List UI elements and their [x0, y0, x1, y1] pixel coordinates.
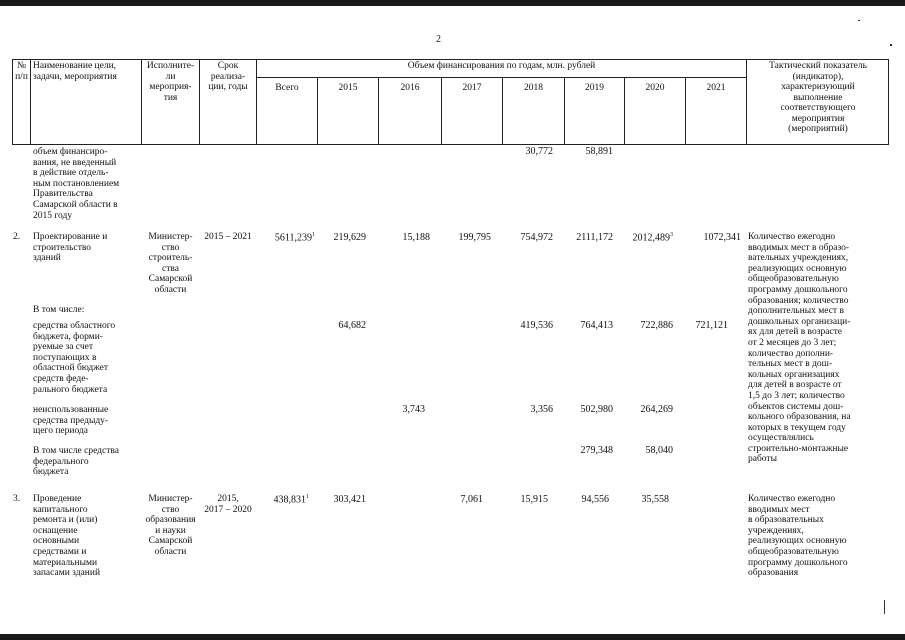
- cell-total: 438,831$^1$: [273, 494, 309, 506]
- row-term: 2015, 2017 – 2020: [204, 494, 252, 515]
- cell-2016: 3,743: [402, 404, 425, 415]
- row-name: Проведение капитального ремонта и (или) оснащение основными средствами и материальными запасами зданий: [33, 494, 101, 579]
- header-year-2019: 2019: [585, 83, 604, 93]
- cell-2020: 35,558: [641, 494, 669, 505]
- cell-2019: 502,980: [580, 404, 613, 415]
- row-divider: [256, 77, 746, 78]
- cell-2020: 58,040: [645, 445, 673, 456]
- cell-2017: 199,795: [458, 232, 491, 243]
- row-name: Проектирование и строительство зданий: [33, 232, 108, 264]
- col-divider: [256, 59, 257, 145]
- scan-speck: [884, 600, 885, 614]
- cell-2018: 15,915: [520, 494, 548, 505]
- row-number: 2.: [13, 232, 21, 242]
- header-total: Всего: [275, 83, 299, 93]
- cell-2021: 721,121: [695, 320, 728, 331]
- row-subheading: В том числе:: [33, 305, 85, 315]
- cell-2018: 30,772: [525, 146, 553, 157]
- cell-2015: 303,421: [333, 494, 366, 505]
- cell-2021: 1072,341: [703, 232, 741, 243]
- header-name: Наименование цели, задачи, мероприятия: [33, 61, 117, 82]
- cell-2019: 764,413: [580, 320, 613, 331]
- row-executor: Министер- ство образования и науки Самарской области: [145, 494, 196, 557]
- header-year-2017: 2017: [462, 83, 482, 93]
- scan-speck: [890, 44, 892, 46]
- cell-2015: 64,682: [338, 320, 366, 331]
- row-name: средства областного бюджета, форми- руемые за счет поступающих в областной бюджет средств феде- рального бюджета: [33, 321, 116, 395]
- cell-2020: 264,269: [640, 404, 673, 415]
- cell-2018: 754,972: [520, 232, 553, 243]
- header-indicator: Тактический показатель (индикатор), характеризующий выполнение соответствующего мероприятия (мероприятий): [769, 61, 867, 134]
- cell-2018: 419,536: [520, 320, 553, 331]
- cell-2020: 722,886: [640, 320, 673, 331]
- cell-2019: 279,348: [580, 445, 613, 456]
- cell-2019: 58,891: [585, 146, 613, 157]
- cell-2016: 15,188: [402, 232, 430, 243]
- cell-2019: 2111,172: [576, 232, 613, 243]
- header-year-2020: 2020: [645, 83, 665, 93]
- top-scan-border: [0, 0, 905, 6]
- cell-2017: 7,061: [460, 494, 483, 505]
- page-number: 2: [436, 34, 441, 45]
- row-executor: Министер- ство строитель- ства Самарской области: [148, 232, 193, 295]
- header-year-2015: 2015: [338, 83, 358, 93]
- header-year-2016: 2016: [400, 83, 420, 93]
- cell-2019: 94,556: [581, 494, 609, 505]
- row-name: неиспользованные средства предыду- щего периода: [33, 405, 109, 437]
- header-year-2018: 2018: [524, 83, 543, 93]
- row-term: 2015 – 2021: [204, 232, 252, 242]
- row-name: В том числе средства федерального бюджета: [33, 446, 119, 478]
- cell-total: 5611,239$^1$: [274, 232, 315, 244]
- row-number: 3.: [13, 494, 21, 504]
- scan-speck: [858, 20, 860, 21]
- header-year-2021: 2021: [706, 83, 726, 93]
- cell-2020: 2012,489$^3$: [632, 232, 673, 244]
- row-continuation-name: объем финансиро- вания, не введенный в действие отдель- ным постановлением Правительства Самарской области в 2015 году: [33, 147, 120, 221]
- bottom-scan-border: [0, 634, 905, 640]
- cell-2018: 3,356: [530, 404, 553, 415]
- row-indicator: Количество ежегодно вводимых мест в образовательных учреждениях, реализующих основную общеобразовательную программу дошкольного образования: [748, 494, 848, 579]
- header-term: Срок реализа- ции, годы: [208, 61, 248, 92]
- header-funding: Объем финансирования по годам, млн. рублей: [407, 61, 596, 71]
- cell-2015: 219,629: [333, 232, 366, 243]
- header-no: № п/п: [15, 61, 28, 82]
- header-executor: Исполните- ли мероприя- тия: [146, 61, 195, 103]
- row-indicator: Количество ежегодно вводимых мест в образо- вательных учреждениях, реализующих основную общеобразовательную программу дошкольного образования; количество дополнительных мест в дошкольных организаци- ях для детей в возрасте от 2 месяцев до 3 лет; количество дополни- тельных мест в дош- кольных организациях для детей в возрасте от 1,5 до 3 лет; количество объектов системы дош- кольного образования, на которых в текущем году осуществлялись строительно-монтажные работы: [748, 232, 851, 465]
- col-divider: [30, 59, 31, 145]
